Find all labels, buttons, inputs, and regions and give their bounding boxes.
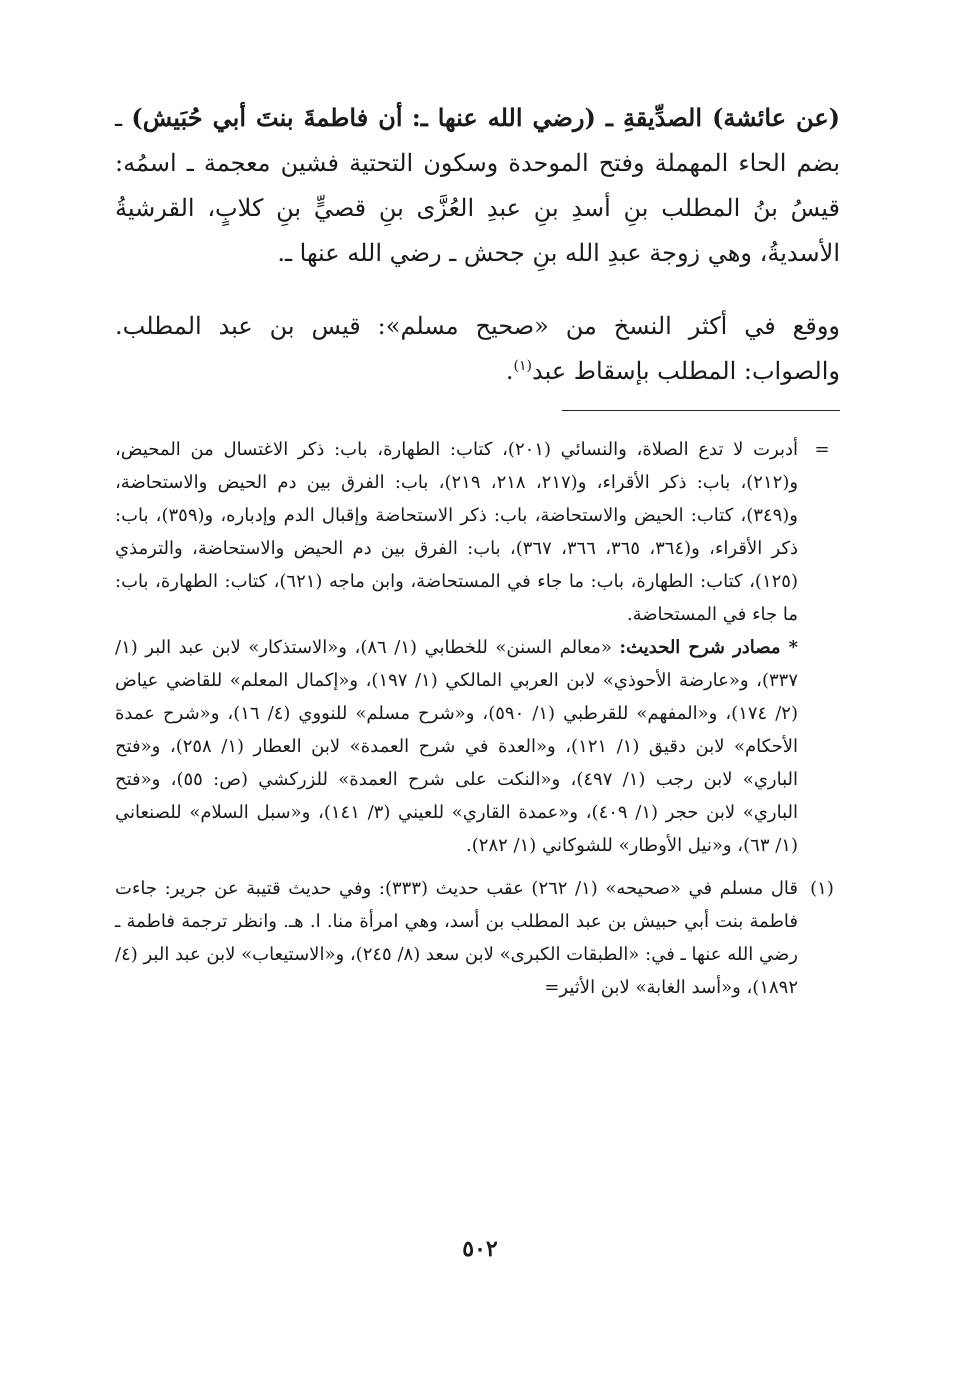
page-number: ٥٠٢	[462, 1236, 498, 1262]
sources-text: «معالم السنن» للخطابي (١/ ٨٦)، و«الاستذكار» لابن عبد البر (١/ ٣٣٧)، و«عارضة الأحوذي» لابن العربي المالكي (١/ ١٩٧)، و«إكمال المعلم» للقاضي عياض (٢/ ١٧٤)، و«المفهم» للقرطبي (١/ ٥٩٠)، و«شرح مسلم» للنووي (٤/ ١٦)، و«شرح عمدة الأحكام» لابن دقيق (١/ ١٢١)، و«العدة في شرح العمدة» لابن العطار (١/ ٢٥٨)، و«فتح الباري» لابن رجب (١/ ٤٩٧)، و«النكت على شرح العمدة» للزركشي (ص: ٥٥)، و«فتح الباري» لابن حجر (١/ ٤٠٩)، و«عمدة القاري» للعيني (٣/ ١٤١)، و«سبل السلام» للصنعاني (١/ ٦٣)، و«نيل الأوطار» للشوكاني (١/ ٢٨٢).	[115, 637, 799, 856]
footnote-reference-1[interactable]: (١)	[513, 358, 533, 374]
paragraph-end-period: .	[505, 357, 514, 385]
footnote-1	[115, 872, 840, 1004]
main-text	[115, 95, 840, 394]
commentary-text-2: ووقع في أكثر النسخ من «صحيح مسلم»: قيس بن عبد المطلب. والصواب: المطلب بإسقاط عبد	[115, 312, 840, 385]
hadith-excerpt-2: أن فاطمةَ بنتَ أبي حُبَيش)	[131, 103, 403, 132]
main-paragraph-2	[115, 304, 840, 394]
footnote-1-text: قال مسلم في «صحيحه» (١/ ٢٦٢) عقب حديث (٣٣٣): وفي حديث قتيبة عن جرير: جاءت فاطمة بنت أبي حبيش بن عبد المطلب بن أسد، وهي امرأة منا. ا. هـ. وانظر ترجمة فاطمة ـ رضي الله عنها ـ في: «الطبقات الكبرى» لابن سعد (٨/ ٢٤٥)، و«الاستيعاب» لابن عبد البر (٤/ ١٨٩٢)، و«أسد الغابة» لابن الأثير=	[115, 878, 798, 998]
footnote-continuation-marker: =	[814, 439, 830, 460]
footnotes-section	[115, 433, 840, 1004]
commentary-text-1: ـ بضم الحاء المهملة وفتح الموحدة وسكون التحتية فشين معجمة ـ اسمُه: قيسُ بنُ المطلب بنِ أسدِ بنِ عبدِ العُزَّى بنِ قصيٍّ بنِ كلابٍ، القرشيةُ الأسديةُ، وهي زوجة عبدِ الله بنِ جحش ـ رضي الله عنها ـ.	[115, 104, 840, 267]
page-content	[115, 95, 840, 1004]
sources-paragraph	[115, 631, 798, 862]
footnote-continuation	[115, 433, 840, 862]
sources-label: * مصادر شرح الحديث:	[619, 637, 798, 658]
main-paragraph-1	[115, 95, 840, 276]
footnote-separator	[562, 410, 840, 411]
hadith-excerpt-1: (عن عائشة) الصدِّيقةِ ـ (رضي الله عنها ـ:	[411, 103, 840, 132]
footnote-1-marker: (١)	[810, 878, 834, 899]
footnote-continuation-text: أدبرت لا تدع الصلاة، والنسائي (٢٠١)، كتاب: الطهارة، باب: ذكر الاغتسال من المحيض، و(٢١٢)، باب: ذكر الأقراء، و(٢١٧، ٢١٨، ٢١٩)، باب: الفرق بين دم الحيض والاستحاضة، و(٣٤٩)، كتاب: الحيض والاستحاضة، باب: ذكر الاستحاضة وإقبال الدم وإدباره، و(٣٥٩)، باب: ذكر الأقراء، و(٣٦٤، ٣٦٥، ٣٦٦، ٣٦٧)، باب: الفرق بين دم الحيض والاستحاضة، والترمذي (١٢٥)، كتاب: الطهارة، باب: ما جاء في المستحاضة، وابن ماجه (٦٢١)، كتاب: الطهارة، باب: ما جاء في المستحاضة.	[115, 439, 799, 625]
